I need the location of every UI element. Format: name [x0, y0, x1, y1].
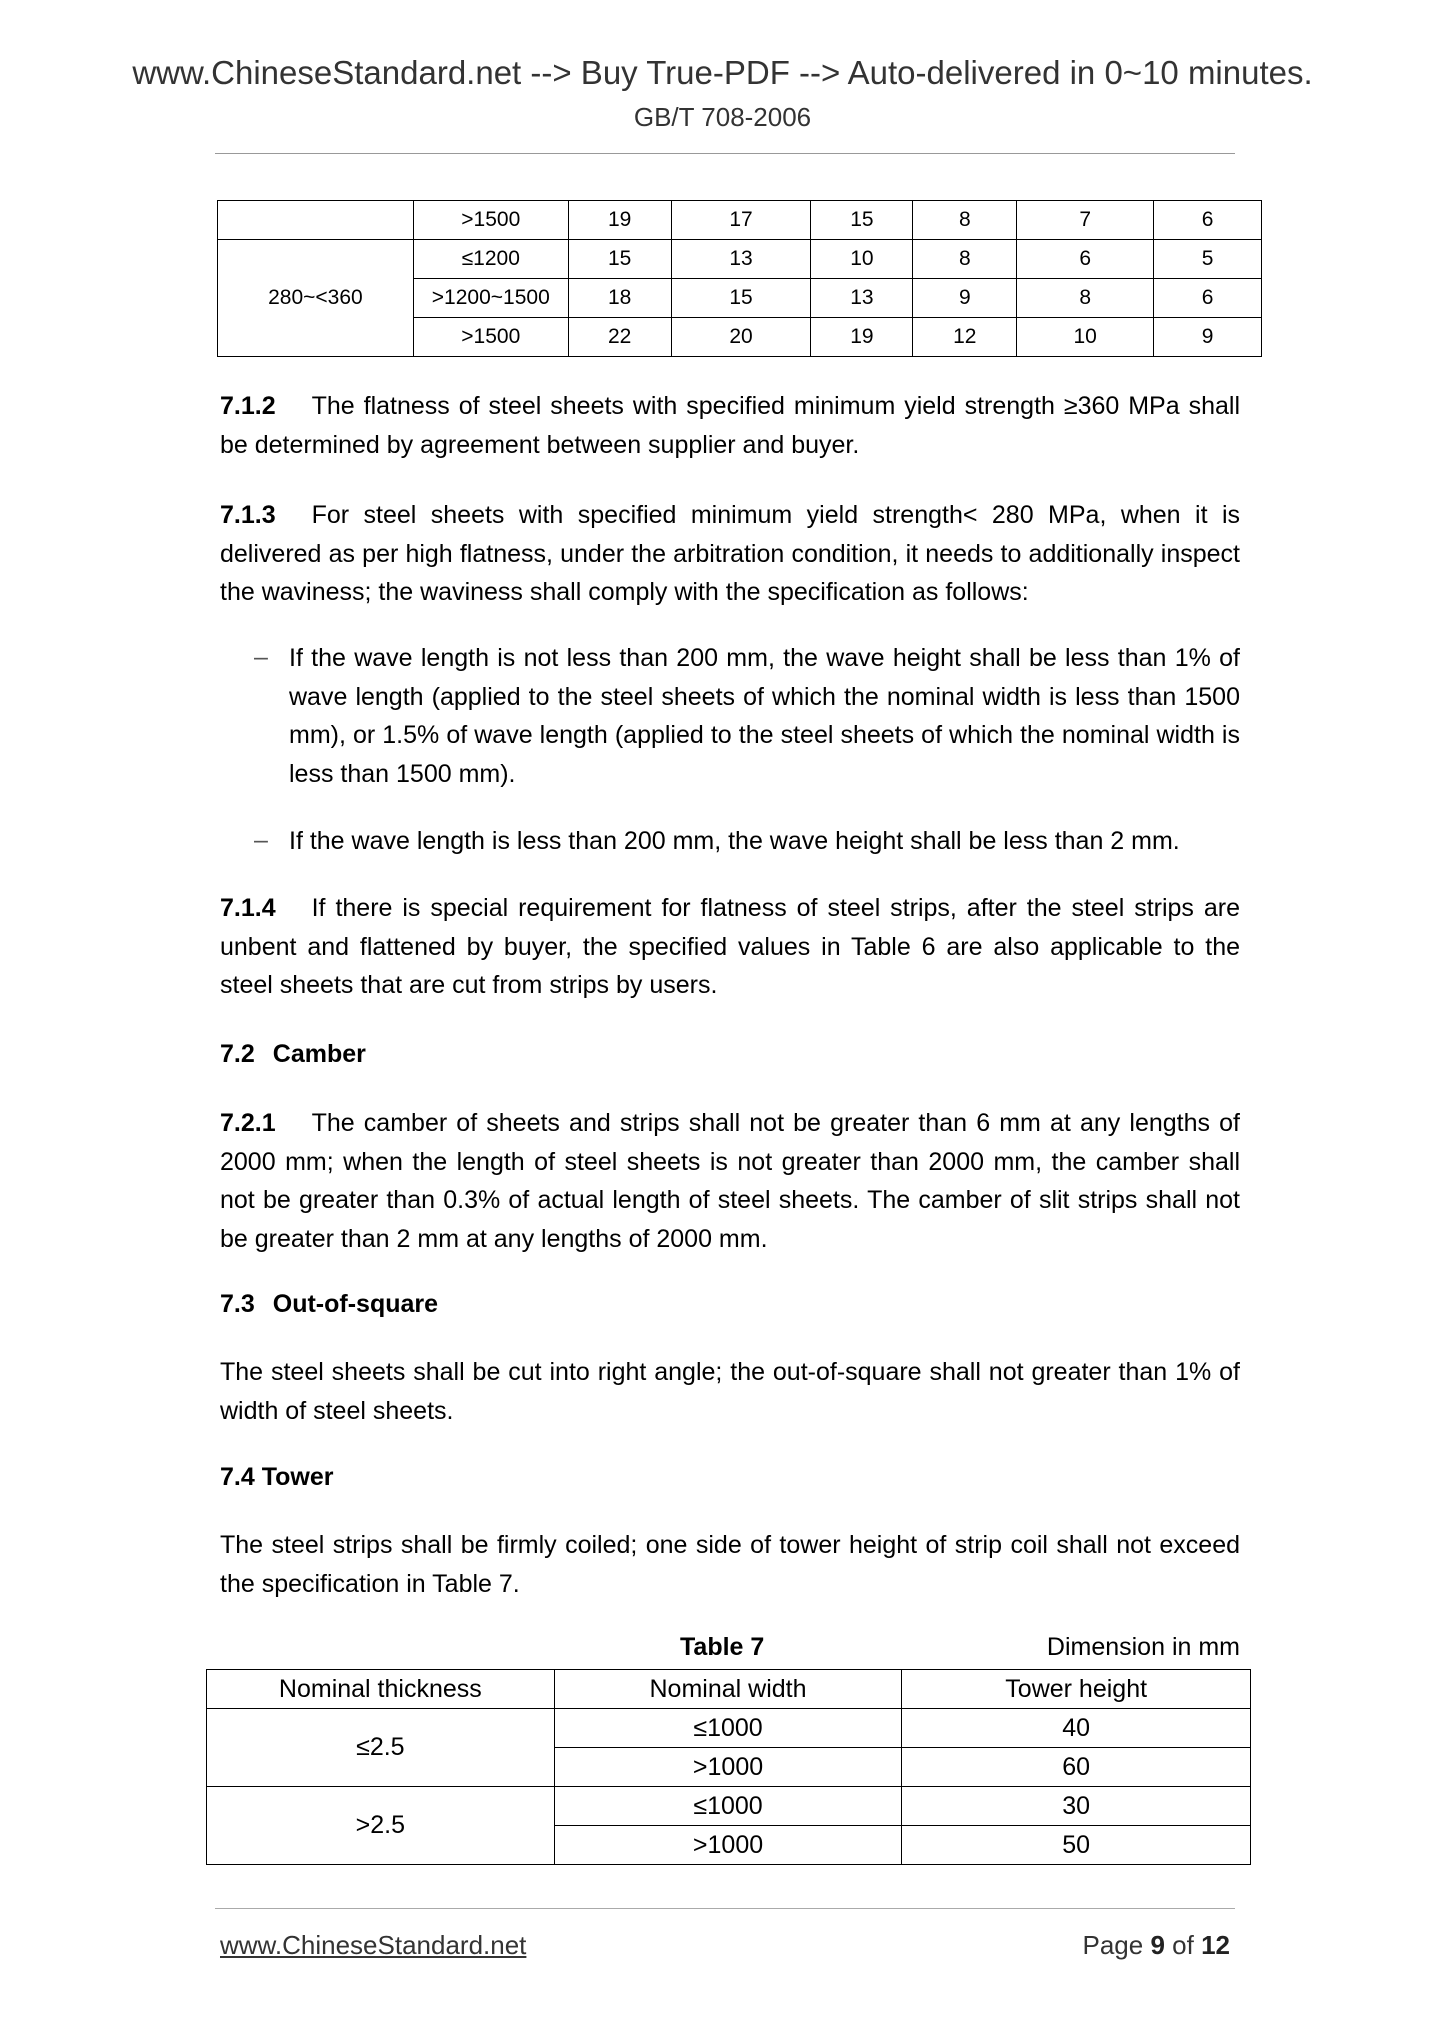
table7-caption: Table 7 — [680, 1633, 765, 1661]
section-title: Out-of-square — [272, 1290, 439, 1318]
clause-text: The camber of sheets and strips shall not be greater than 6 mm at any lengths of 2000 mm; when the length of steel sheets is not greater than 2000 mm, the camber shall not be greater than 0.3% of actual length of steel sheets. The camber of slit strips shall not be greater than 2 mm at any lengths of 2000 mm. — [220, 1109, 1240, 1253]
table-cell: >1500 — [413, 201, 568, 240]
table-cell — [218, 201, 414, 240]
table-row — [218, 201, 1262, 240]
table-cell: 10 — [811, 240, 913, 279]
page-label: Page — [1082, 1930, 1144, 1960]
table7-unit: Dimension in mm — [1046, 1633, 1240, 1661]
table-cell: 6 — [1154, 279, 1262, 318]
clause-text: For steel sheets with specified minimum yield strength< 280 MPa, when it is delivered as per high flatness, under the arbitration condition, it needs to additionally inspect the waviness; the waviness shall comply with the specification as follows: — [220, 501, 1240, 606]
table-cell: 22 — [568, 318, 671, 357]
section-heading-camber — [220, 1040, 366, 1069]
yield-strength-group-cell: 280~<360 — [218, 240, 414, 357]
clause-7-2-1 — [220, 1104, 1240, 1258]
clause-7-1-3 — [220, 496, 1240, 612]
table-cell: >1000 — [554, 1826, 902, 1865]
table-cell: 10 — [1017, 318, 1154, 357]
table-row — [207, 1787, 1251, 1826]
table-cell: 19 — [811, 318, 913, 357]
table-cell: 15 — [671, 279, 811, 318]
bullet-dash: – — [254, 826, 268, 854]
table-cell: 7 — [1017, 201, 1154, 240]
table-cell: >1000 — [554, 1748, 902, 1787]
document-id: GB/T 708-2006 — [633, 102, 812, 132]
table-cell: 8 — [913, 240, 1017, 279]
clause-number: 7.1.2 — [220, 392, 276, 420]
section-title: Camber — [272, 1040, 366, 1068]
column-header: Nominal thickness — [207, 1670, 555, 1709]
header-divider — [215, 153, 1235, 154]
clause-7-1-4 — [220, 889, 1240, 1005]
paragraph-out-of-square: The steel sheets shall be cut into right angle; the out-of-square shall not greater than 1% of width of steel sheets. — [220, 1358, 1240, 1425]
header-banner: www.ChineseStandard.net --> Buy True-PDF --> Auto-delivered in 0~10 minutes. — [132, 54, 1313, 91]
table-cell: 15 — [811, 201, 913, 240]
table-cell: >1200~1500 — [413, 279, 568, 318]
table-row — [207, 1709, 1251, 1748]
table-cell: 12 — [913, 318, 1017, 357]
table-cell: ≤1200 — [413, 240, 568, 279]
clause-7-1-2 — [220, 387, 1240, 464]
table-row — [218, 240, 1262, 279]
list-item: If the wave length is not less than 200 mm, the wave height shall be less than 1% of wave length (applied to the steel sheets of which the nominal width is less than 1500 mm), or 1.5% of wave length (applied to the steel sheets of which the nominal width is less than 1500 mm). — [289, 644, 1240, 788]
table-cell: 13 — [671, 240, 811, 279]
table-cell: ≤1000 — [554, 1787, 902, 1826]
clause-text: If there is special requirement for flatness of steel strips, after the steel strips are unbent and flattened by buyer, the specified values in Table 6 are also applicable to the steel sheets that are cut from strips by users. — [220, 894, 1240, 999]
table-header-row — [207, 1670, 1251, 1709]
thickness-group-cell: >2.5 — [207, 1787, 555, 1865]
table-cell: 50 — [902, 1826, 1251, 1865]
table-cell: 17 — [671, 201, 811, 240]
table-cell: 40 — [902, 1709, 1251, 1748]
clause-number: 7.2.1 — [220, 1109, 276, 1137]
clause-number: 7.1.3 — [220, 501, 276, 529]
section-number: 7.3 — [220, 1290, 255, 1318]
table-cell: 18 — [568, 279, 671, 318]
table7 — [206, 1669, 1251, 1865]
page-indicator — [1082, 1930, 1230, 1961]
section-heading-tower: 7.4 Tower — [220, 1463, 334, 1491]
table-cell: 6 — [1017, 240, 1154, 279]
column-header: Tower height — [902, 1670, 1251, 1709]
section-heading-out-of-square — [220, 1290, 438, 1319]
table-cell: 13 — [811, 279, 913, 318]
column-header: Nominal width — [554, 1670, 902, 1709]
page-current: 9 — [1150, 1930, 1165, 1960]
table-cell: 6 — [1154, 201, 1262, 240]
table-cell: 19 — [568, 201, 671, 240]
bullet-dash: – — [254, 643, 268, 671]
page-total: 12 — [1201, 1930, 1230, 1960]
table-cell: 20 — [671, 318, 811, 357]
table-cell: >1500 — [413, 318, 568, 357]
table-cell: 9 — [913, 279, 1017, 318]
table-cell: 15 — [568, 240, 671, 279]
table-cell: 5 — [1154, 240, 1262, 279]
table-cell: 8 — [1017, 279, 1154, 318]
page-of: of — [1172, 1930, 1194, 1960]
list-item: If the wave length is less than 200 mm, the wave height shall be less than 2 mm. — [289, 827, 1180, 855]
table-cell: 60 — [902, 1748, 1251, 1787]
footer-site-link[interactable]: www.ChineseStandard.net — [220, 1930, 527, 1960]
table-cell: 9 — [1154, 318, 1262, 357]
table-cell: ≤1000 — [554, 1709, 902, 1748]
clause-text: The flatness of steel sheets with specified minimum yield strength ≥360 MPa shall be determined by agreement between supplier and buyer. — [220, 392, 1240, 459]
paragraph-tower: The steel strips shall be firmly coiled; one side of tower height of strip coil shall not exceed the specification in Table 7. — [220, 1531, 1240, 1598]
thickness-group-cell: ≤2.5 — [207, 1709, 555, 1787]
clause-number: 7.1.4 — [220, 894, 276, 922]
table-cell: 8 — [913, 201, 1017, 240]
table6-continuation — [217, 200, 1262, 357]
section-number: 7.2 — [220, 1040, 255, 1068]
table-cell: 30 — [902, 1787, 1251, 1826]
footer-divider — [215, 1908, 1235, 1909]
